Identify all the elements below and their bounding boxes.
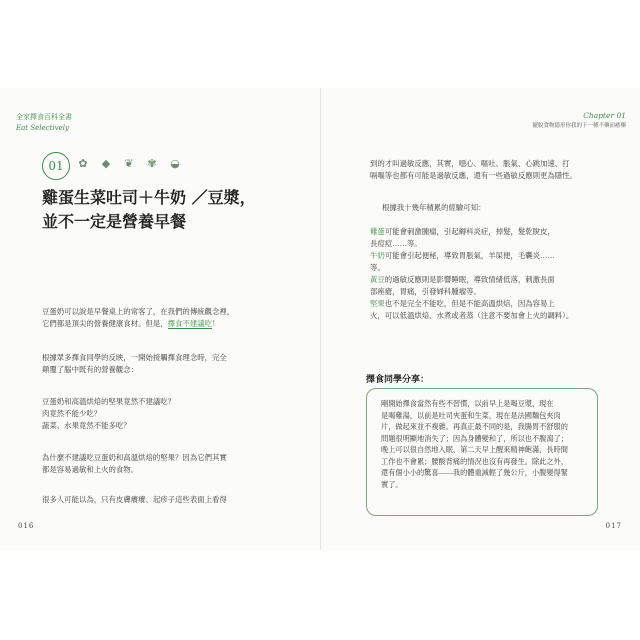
share-line: 還有個小小的驚喜——我的體重減輕了幾公斤，小腹變得緊 bbox=[381, 469, 568, 477]
egg-item bbox=[370, 226, 602, 238]
text-line: 到的才叫過敏反應，其實，噁心、嘔吐、脹氣、心跳加速、打 bbox=[370, 159, 570, 168]
milk-item bbox=[370, 250, 602, 262]
text-span: 它們都是頂尖的營養健康食材。但是， bbox=[42, 319, 168, 328]
question-item: 豆蛋奶和高溫烘焙的堅果竟然不建議吃？ bbox=[42, 397, 176, 406]
text-span: ！ bbox=[212, 319, 220, 328]
share-line: 剛開始擇食當然有些不習慣，以前早上是喝豆漿，現在 bbox=[381, 400, 554, 408]
text-line: 根據我十幾年積累的經驗可知： bbox=[382, 203, 486, 212]
text-line: 都是容易過敏和上火的食物。 bbox=[42, 465, 139, 474]
soy-item bbox=[370, 274, 602, 286]
text-line: 嗝嘔等也都有可能是過敏反應，還有一些過敏反應則更為隱性。 bbox=[370, 171, 577, 180]
nut-label: 堅果 bbox=[370, 299, 385, 308]
share-line: 片，做起來並不複雜。再真正最不同的是，我腸胃不舒服的 bbox=[381, 423, 568, 431]
question-list bbox=[42, 396, 282, 432]
book-title: 全家擇食百科全書 bbox=[16, 113, 72, 121]
chapter-number-badge: 01 bbox=[42, 152, 70, 180]
left-running-header bbox=[16, 112, 72, 134]
chapter-label: Chapter 01 bbox=[583, 111, 626, 120]
text-line: 顛覆了腦中既有的營養觀念： bbox=[42, 365, 139, 374]
text-line: 根據眾多擇食同學的反映，一開始接觸擇食理念時，完全 bbox=[42, 353, 227, 362]
paragraph-2 bbox=[42, 352, 282, 376]
book-gutter bbox=[320, 88, 321, 550]
soy-label: 黃豆 bbox=[370, 275, 385, 284]
herb-icon: ✾ bbox=[147, 157, 157, 170]
text-span: 可能會刺激腫瘤，引起縟科炎症，掉髮，髮乾脫皮， bbox=[384, 227, 555, 236]
text-line bbox=[42, 318, 282, 330]
text-line: 火，可以低溫烘焙、水煮或者蒸（注意不要加會上火的調料）。 bbox=[370, 311, 574, 320]
milk-label: 牛奶 bbox=[370, 251, 385, 260]
paragraph-4 bbox=[42, 494, 282, 506]
text-line: 為什麼不建議吃豆蛋奶和高溫烘焙的堅果？因為它們其實 bbox=[42, 453, 227, 462]
nut-item bbox=[370, 298, 602, 310]
paragraph-3 bbox=[42, 452, 282, 476]
text-line: 部痤瘡，胃痛，引發婦科腫瘤等。 bbox=[370, 287, 481, 296]
text-span: 可能會引起便秘，導致胃脹氣，羊屎便，毛囊炎…… bbox=[384, 251, 555, 260]
food-reactions-list bbox=[370, 226, 602, 322]
right-paragraph-1 bbox=[370, 158, 602, 182]
section-title bbox=[42, 186, 256, 234]
highlight-text: 擇食不建議吃 bbox=[167, 319, 213, 328]
question-item: 肉竟然不能少吃？ bbox=[42, 409, 102, 418]
share-line: 是喝雞湯，以前是吐司夾蛋和生菜，現在是法國麵包夾肉 bbox=[381, 411, 561, 420]
fish-icon: ◆ bbox=[101, 157, 111, 170]
right-running-header bbox=[532, 110, 626, 132]
paragraph-1 bbox=[42, 306, 282, 330]
title-line-2: 並不一定是營養早餐 bbox=[42, 212, 187, 231]
share-quote-box bbox=[366, 388, 598, 516]
share-line: 工作也不會累；腰酸背痛的情況也沒有再發生。除此之外， bbox=[381, 457, 568, 466]
share-line: 實了。 bbox=[381, 480, 403, 489]
page-number-right: 017 bbox=[605, 522, 622, 530]
text-line: 很多人可能以為，只有皮膚癢癢、起疹子這些表面上看得 bbox=[42, 495, 227, 504]
text-line: 長痘痘……等。 bbox=[370, 239, 422, 248]
share-line: 晚上可以很自然地入眠，第二天早上醒來精神飽滿，長時間 bbox=[381, 446, 568, 454]
broccoli-icon: ✿ bbox=[78, 157, 88, 170]
bowl-icon: ◒ bbox=[170, 157, 180, 170]
question-item: 蔬菜、水果竟然不能多吃？ bbox=[42, 421, 131, 430]
text-span: 也不是完全不能吃，但是不能高溫烘焙，因為容易上 bbox=[384, 299, 555, 308]
title-line-1: 雞蛋生菜吐司＋牛奶 ／豆漿， bbox=[42, 188, 256, 207]
leaf-icon: ❦ bbox=[124, 157, 134, 170]
page-number-left: 016 bbox=[18, 522, 35, 530]
chapter-subtitle: 擺脫食物隱形你我的下一種不藥而癒藥 bbox=[532, 123, 626, 129]
share-title: 擇食同學分享： bbox=[366, 375, 430, 385]
book-subtitle: Eat Selectively bbox=[16, 124, 69, 132]
text-line: 等。 bbox=[370, 263, 385, 272]
text-span: 的過敏反應則是影響睡眠，導致情緒低落，刺激長面 bbox=[384, 275, 555, 284]
egg-label: 雞蛋 bbox=[370, 227, 385, 236]
text-line: 豆蛋奶可以說是早餐桌上的常客了，在我們的傳統觀念裡， bbox=[42, 307, 235, 316]
food-icons-row bbox=[76, 157, 182, 171]
right-paragraph-2 bbox=[382, 202, 602, 214]
share-line: 問題很明顯地消失了；因為身體變和了，所以也不腹瀉了； bbox=[381, 434, 568, 443]
